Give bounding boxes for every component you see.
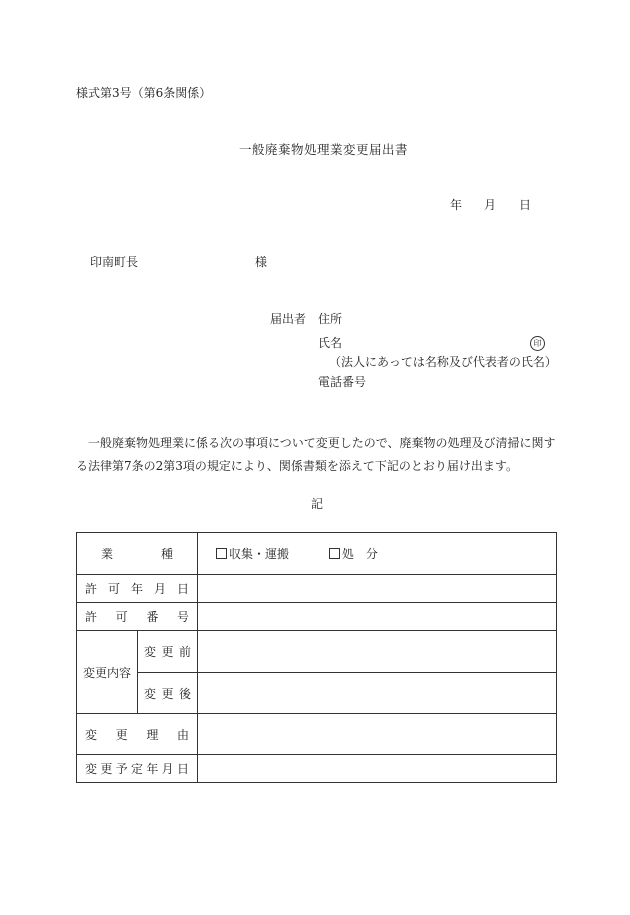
ki-heading: 記 (311, 497, 324, 511)
checkbox-icon[interactable] (329, 548, 340, 559)
planned-date-label: 変更予定年月日 (77, 755, 198, 783)
row-permit-date (77, 575, 557, 603)
reason-label: 変更理由 (77, 714, 198, 755)
row-business-type (77, 533, 557, 575)
permit-number-label: 許可番号 (77, 603, 198, 631)
seal-mark: 印 (530, 336, 545, 351)
date-day: 日 (519, 198, 532, 212)
change-details-table (76, 532, 557, 783)
name-label: 氏名 (318, 336, 343, 350)
phone-label: 電話番号 (318, 375, 367, 389)
address-label: 住所 (318, 312, 343, 326)
business-type-options (198, 533, 557, 575)
date-year: 年 (450, 198, 463, 212)
option-disposal[interactable]: 処 分 (329, 547, 378, 561)
change-content-label: 変更内容 (77, 631, 138, 714)
body-line-1: 一般廃棄物処理業に係る次の事項について変更したので、廃棄物の処理及び清掃に関す (88, 436, 556, 450)
after-label: 変更後 (138, 673, 198, 714)
body-line-2: る法律第7条の2第3項の規定により、関係書類を添えて下記のとおり届け出ます。 (76, 459, 518, 473)
row-change-before (77, 631, 557, 673)
before-value[interactable] (198, 631, 557, 673)
row-reason (77, 714, 557, 755)
permit-date-value[interactable] (198, 575, 557, 603)
addressee-name: 印南町長 (90, 255, 139, 269)
form-title: 一般廃棄物処理業変更届出書 (239, 142, 409, 157)
checkbox-icon[interactable] (216, 548, 227, 559)
reason-value[interactable] (198, 714, 557, 755)
row-planned-date (77, 755, 557, 783)
row-permit-number (77, 603, 557, 631)
form-number: 様式第3号（第6条関係） (76, 86, 212, 100)
addressee-honorific: 様 (255, 255, 268, 269)
date-month: 月 (484, 198, 497, 212)
permit-number-value[interactable] (198, 603, 557, 631)
row-change-after (77, 673, 557, 714)
notifier-label: 届出者 (270, 312, 307, 326)
permit-date-label: 許可年月日 (77, 575, 198, 603)
business-type-label: 業 種 (77, 533, 198, 575)
name-note: （法人にあっては名称及び代表者の氏名） (329, 355, 557, 369)
planned-date-value[interactable] (198, 755, 557, 783)
before-label: 変更前 (138, 631, 198, 673)
option-collection[interactable]: 収集・運搬 (216, 547, 289, 561)
body-paragraph (76, 432, 560, 478)
after-value[interactable] (198, 673, 557, 714)
